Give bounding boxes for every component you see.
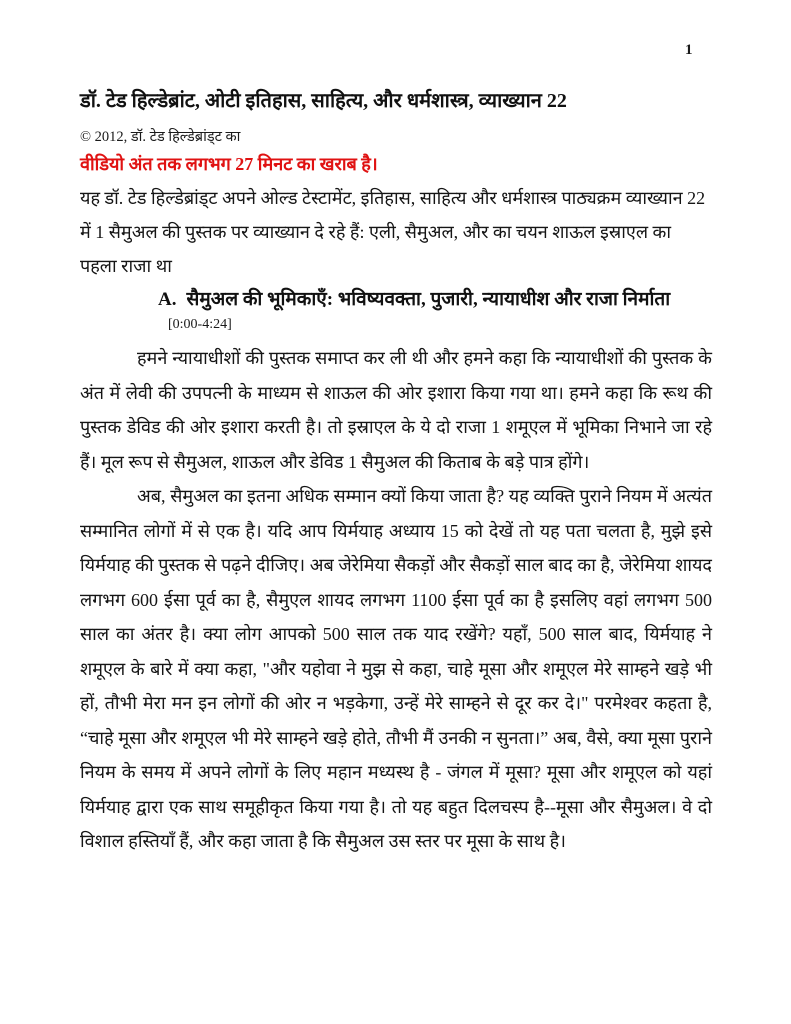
copyright-line: © 2012, डॉ. टेड हिल्डेब्रांड्ट का [80, 129, 241, 145]
section-timestamp: [0:00-4:24] [168, 317, 232, 332]
section-label: A. [158, 289, 177, 310]
body-paragraph-2: अब, सैमुअल का इतना अधिक सम्मान क्यों किया जाता है? यह व्यक्ति पुराने नियम में अत्यंत सम्मानित लोगों में से एक है। यदि आप यिर्मयाह अध्याय 15 को देखें तो यह पता चलता है, मुझे इसे यिर्मयाह की पुस्तक से पढ़ने दीजिए। अब जेरेमिया सैकड़ों और सैकड़ों साल बाद का है, जेरेमिया शायद लगभग 600 ईसा पूर्व का है, सैमुएल शायद लगभग 1100 ईसा पूर्व का है इसलिए वहां लगभग 500 साल का अंतर है। क्या लोग आपको 500 साल तक याद रखेंगे? यहाँ, 500 साल बाद, यिर्मयाह ने शमूएल के बारे में क्या कहा, "और यहोवा ने मुझ से कहा, चाहे मूसा और शमूएल मेरे साम्हने खड़े भी हों, तौभी मेरा मन इन लोगों की ओर न भड़केगा, उन्हें मेरे साम्हने से दूर कर दे।" परमेश्वर कहता है, “चाहे मूसा और शमूएल भी मेरे साम्हने खड़े होते, तौभी मैं उनकी न सुनता।” अब, वैसे, क्या मूसा पुराने नियम के समय में अपने लोगों के लिए महान मध्यस्थ है - जंगल में मूसा? मूसा और शमूएल को यहां यिर्मयाह द्वारा एक साथ समूहीकृत किया गया है। तो यह बहुत दिलचस्प है--मूसा और सैमुअल। वे दो विशाल हस्तियाँ हैं, और कहा जाता है कि सैमुअल उस स्तर पर मूसा के साथ है। [80, 486, 712, 851]
document-content [80, 0, 712, 859]
section-heading [158, 285, 712, 314]
section-title: सैमुअल की भूमिकाएँ: भविष्यवक्ता, पुजारी, न्यायाधीश और राजा निर्माता [186, 289, 671, 310]
body-paragraph-1: हमने न्यायाधीशों की पुस्तक समाप्त कर ली थी और हमने कहा कि न्यायाधीशों की पुस्तक के अंत में लेवी की उपपत्नी के माध्यम से शाऊल की ओर इशारा किया गया था। हमने कहा कि रूथ की पुस्तक डेविड की ओर इशारा करती है। तो इस्राएल के ये दो राजा 1 शमूएल में भूमिका निभाने जा रहे हैं। मूल रूप से सैमुअल, शाऊल और डेविड 1 सैमुअल की किताब के बड़े पात्र होंगे। [80, 348, 712, 472]
page-number: 1 [685, 42, 693, 58]
document-title: डॉ. टेड हिल्डेब्रांट, ओटी इतिहास, साहित्य, और धर्मशास्त्र, व्याख्यान 22 [80, 90, 567, 112]
intro-paragraph: यह डॉ. टेड हिल्डेब्रांड्ट अपने ओल्ड टेस्टामेंट, इतिहास, साहित्य और धर्मशास्त्र पाठ्यक्रम व्याख्यान 22 में 1 सैमुअल की पुस्तक पर व्याख्यान दे रहे हैं: एली, सैमुअल, और का चयन शाऊल इस्राएल का पहला राजा था [80, 188, 706, 276]
video-quality-warning: वीडियो अंत तक लगभग 27 मिनट का खराब है। [80, 154, 378, 174]
